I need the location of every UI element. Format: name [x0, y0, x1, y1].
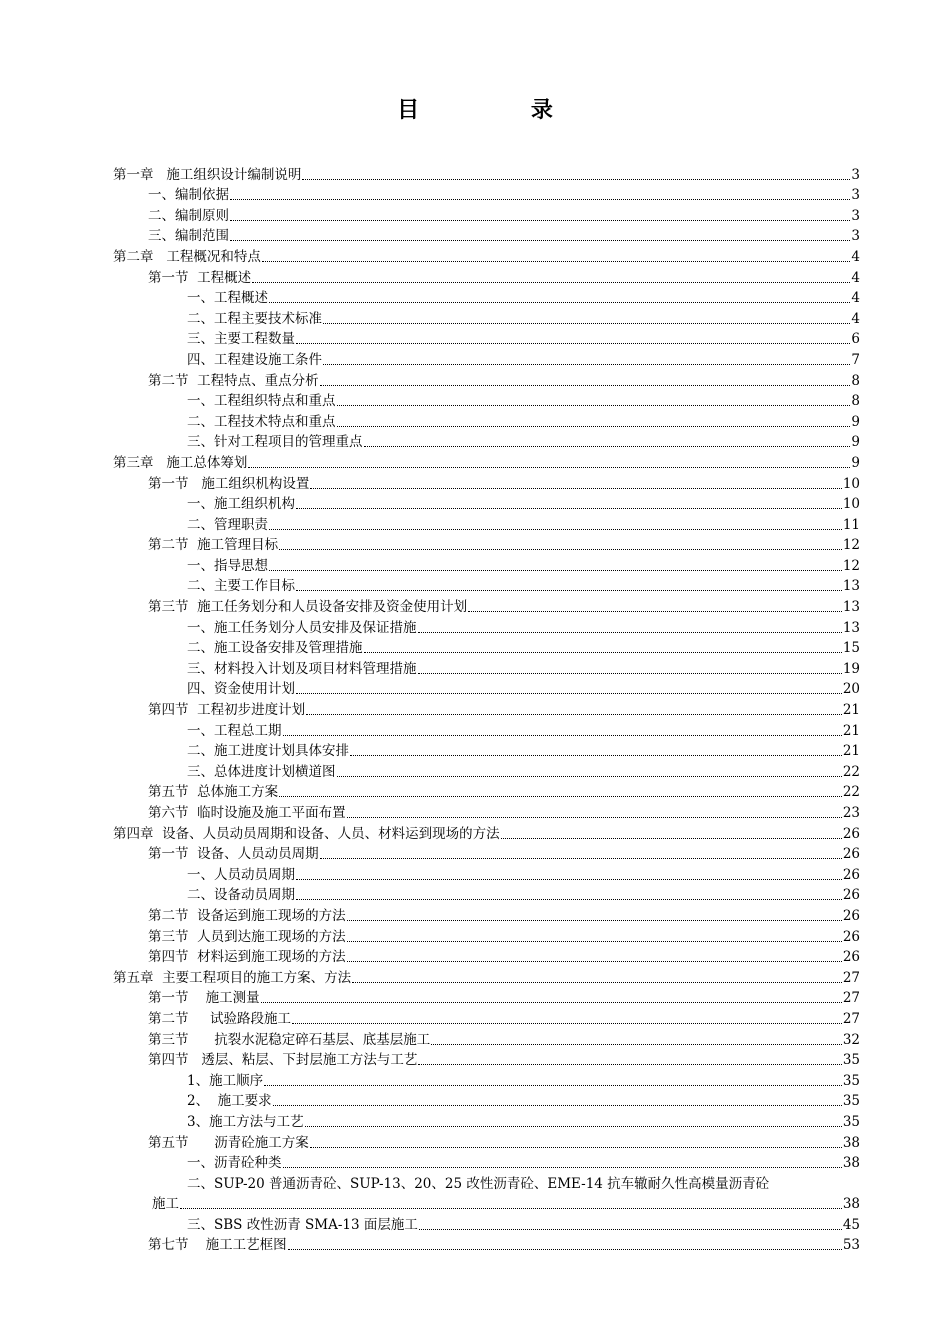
toc-entry[interactable]	[113, 328, 860, 349]
toc-entry-title: 二、编制原则	[148, 207, 229, 224]
toc-entry-title: 第三节 人员到达施工现场的方法	[148, 928, 346, 945]
toc-entry-title: 第五节 沥青砼施工方案	[148, 1134, 309, 1151]
toc-entry-title: 一、施工组织机构	[187, 496, 295, 513]
toc-entry-title: 第三节 施工任务划分和人员设备安排及资金使用计划	[148, 599, 468, 616]
toc-dot-leader	[418, 1054, 841, 1065]
toc-page-number: 15	[842, 640, 860, 657]
toc-page-number: 35	[842, 1113, 860, 1130]
toc-page-number: 38	[842, 1196, 860, 1213]
toc-entry-title: 第一节 工程概述	[148, 269, 252, 286]
toc-page-number: 13	[842, 599, 860, 616]
toc-entry-title: 第五章 主要工程项目的施工方案、方法	[113, 969, 352, 986]
toc-entry-title: 第四节 工程初步进度计划	[148, 702, 306, 719]
toc-dot-leader	[180, 1198, 842, 1209]
toc-entry[interactable]	[113, 925, 860, 946]
toc-entry[interactable]	[113, 678, 860, 699]
toc-page-number: 26	[842, 949, 860, 966]
toc-entry-title: 第一节 施工测量	[148, 990, 260, 1007]
toc-dot-leader	[323, 354, 850, 365]
toc-dot-leader	[269, 560, 842, 571]
toc-page-number: 26	[842, 928, 860, 945]
toc-dot-leader	[288, 1239, 842, 1250]
toc-page-number: 26	[842, 887, 860, 904]
toc-entry-title: 三、主要工程数量	[187, 331, 295, 348]
toc-entry[interactable]	[113, 822, 860, 843]
toc-entry[interactable]	[113, 451, 860, 472]
toc-entry-title: 三、总体进度计划横道图	[187, 763, 336, 780]
toc-dot-leader	[273, 1095, 842, 1106]
toc-dot-leader	[296, 498, 842, 509]
toc-dot-leader	[283, 725, 842, 736]
toc-entry-title: 二、施工设备安排及管理措施	[187, 640, 363, 657]
toc-entry-title: 第一章 施工组织设计编制说明	[113, 166, 302, 183]
toc-page-number: 3	[851, 207, 860, 224]
toc-page-number: 35	[842, 1072, 860, 1089]
toc-entry[interactable]	[113, 1110, 860, 1131]
toc-page-number: 9	[851, 454, 860, 471]
toc-entry[interactable]	[113, 595, 860, 616]
toc-page-number: 26	[842, 866, 860, 883]
toc-dot-leader	[501, 828, 842, 839]
toc-page-number: 45	[842, 1216, 860, 1233]
toc-page-number: 26	[842, 846, 860, 863]
toc-entry-title: 一、工程概述	[187, 290, 268, 307]
toc-dot-leader	[230, 210, 850, 221]
toc-entry-title: 第二章 工程概况和特点	[113, 248, 261, 265]
toc-dot-leader	[283, 1157, 842, 1168]
toc-page-number: 21	[842, 743, 860, 760]
toc-entry[interactable]	[113, 390, 860, 411]
toc-entry-title: 二、工程技术特点和重点	[187, 413, 336, 430]
toc-entry[interactable]	[113, 493, 860, 514]
toc-entry[interactable]	[113, 966, 860, 987]
toc-entry-title: 第三节 抗裂水泥稳定碎石基层、底基层施工	[148, 1031, 431, 1048]
toc-entry-title: 二、管理职责	[187, 516, 268, 533]
toc-page-number: 35	[842, 1052, 860, 1069]
toc-entry[interactable]	[113, 637, 860, 658]
toc-dot-leader	[296, 580, 842, 591]
toc-entry[interactable]	[113, 843, 860, 864]
toc-entry-title: 第二节 试验路段施工	[148, 1010, 291, 1027]
toc-dot-leader	[296, 869, 842, 880]
toc-entry[interactable]	[113, 575, 860, 596]
toc-page-number: 38	[842, 1134, 860, 1151]
toc-dot-leader	[310, 478, 841, 489]
toc-page-number: 11	[842, 516, 860, 533]
toc-entry-title: 二、SUP-20 普通沥青砼、SUP-13、20、25 改性沥青砼、EME-14 抗车辙耐久性高模量沥青砼	[187, 1175, 770, 1192]
toc-dot-leader	[364, 436, 851, 447]
toc-entry[interactable]	[113, 1172, 860, 1193]
toc-entry-title: 第五节 总体施工方案	[148, 784, 279, 801]
toc-dot-leader	[347, 910, 842, 921]
toc-entry[interactable]	[113, 1069, 860, 1090]
toc-entry[interactable]	[113, 1007, 860, 1028]
toc-entry[interactable]	[113, 1213, 860, 1234]
toc-entry-title: 四、资金使用计划	[187, 681, 295, 698]
toc-entry-title: 二、设备动员周期	[187, 887, 295, 904]
toc-entry-title: 第六节 临时设施及施工平面布置	[148, 805, 346, 821]
toc-entry-title: 二、主要工作目标	[187, 578, 295, 595]
toc-entry[interactable]	[113, 801, 860, 822]
toc-dot-leader	[230, 230, 850, 241]
toc-dot-leader	[323, 313, 850, 324]
toc-page-number: 6	[851, 331, 860, 348]
table-of-contents	[113, 163, 860, 1254]
toc-entry[interactable]	[113, 781, 860, 802]
toc-entry-title: 四、工程建设施工条件	[187, 351, 322, 368]
toc-entry-title: 第四章 设备、人员动员周期和设备、人员、材料运到现场的方法	[113, 825, 500, 842]
toc-page-number: 9	[851, 434, 860, 451]
toc-dot-leader	[337, 395, 851, 406]
toc-entry[interactable]	[113, 410, 860, 431]
toc-entry[interactable]	[113, 1049, 860, 1070]
toc-dot-leader	[418, 622, 842, 633]
toc-entry[interactable]	[113, 163, 860, 184]
toc-entry[interactable]	[113, 513, 860, 534]
toc-page-number: 26	[842, 825, 860, 842]
toc-page-number: 10	[842, 496, 860, 513]
toc-dot-leader	[296, 889, 842, 900]
toc-entry[interactable]	[113, 266, 860, 287]
toc-dot-leader	[418, 663, 842, 674]
toc-entry[interactable]	[113, 287, 860, 308]
toc-dot-leader	[320, 375, 851, 386]
toc-page-number: 22	[842, 763, 860, 780]
toc-entry-title: 三、材料投入计划及项目材料管理措施	[187, 660, 417, 677]
toc-dot-leader	[431, 1034, 842, 1045]
toc-page-number: 10	[842, 475, 860, 492]
toc-dot-leader	[269, 292, 850, 303]
toc-entry-title: 第二节 设备运到施工现场的方法	[148, 907, 346, 924]
toc-dot-leader	[347, 931, 842, 942]
toc-entry[interactable]	[113, 1152, 860, 1173]
toc-entry-title: 二、施工进度计划具体安排	[187, 743, 349, 760]
toc-page-number: 53	[842, 1237, 860, 1254]
toc-entry[interactable]	[113, 225, 860, 246]
toc-page-number: 27	[842, 990, 860, 1007]
toc-entry-title: 一、沥青砼种类	[187, 1155, 282, 1172]
toc-entry-title: 第三章 施工总体筹划	[113, 454, 248, 471]
toc-entry-title: 3、施工方法与工艺	[187, 1113, 304, 1130]
toc-page-number: 27	[842, 1010, 860, 1027]
toc-page-number: 22	[842, 784, 860, 801]
toc-dot-leader	[320, 848, 842, 859]
toc-page-number: 13	[842, 619, 860, 636]
toc-entry[interactable]	[113, 245, 860, 266]
toc-entry-title: 第二节 工程特点、重点分析	[148, 372, 319, 389]
toc-dot-leader	[347, 951, 842, 962]
toc-page-number: 38	[842, 1155, 860, 1172]
toc-entry[interactable]	[113, 863, 860, 884]
toc-entry-title: 三、编制范围	[148, 228, 229, 245]
toc-entry-title: 1、施工顺序	[187, 1072, 264, 1089]
toc-entry-title: 第七节 施工工艺框图	[148, 1237, 287, 1254]
toc-dot-leader	[306, 704, 842, 715]
toc-entry[interactable]	[113, 204, 860, 225]
toc-entry[interactable]	[113, 369, 860, 390]
toc-page-number: 23	[842, 805, 860, 821]
toc-entry-title: 施工	[152, 1196, 179, 1213]
toc-dot-leader	[292, 1013, 842, 1024]
toc-entry-title: 一、工程组织特点和重点	[187, 393, 336, 410]
toc-dot-leader	[252, 272, 850, 283]
toc-entry[interactable]	[113, 307, 860, 328]
toc-dot-leader	[337, 416, 851, 427]
toc-dot-leader	[262, 251, 851, 262]
toc-page-number: 9	[851, 413, 860, 430]
toc-dot-leader	[305, 1116, 842, 1127]
toc-dot-leader	[302, 169, 850, 180]
toc-dot-leader	[350, 745, 842, 756]
toc-page-number: 4	[851, 269, 860, 286]
toc-entry-title: 第四节 透层、粘层、下封层施工方法与工艺	[148, 1052, 418, 1069]
toc-dot-leader	[364, 642, 842, 653]
toc-entry-title: 第四节 材料运到施工现场的方法	[148, 949, 346, 966]
toc-page-number: 8	[851, 393, 860, 410]
toc-entry-title: 三、针对工程项目的管理重点	[187, 434, 363, 451]
toc-entry-title: 一、编制依据	[148, 187, 229, 204]
toc-entry[interactable]	[113, 184, 860, 205]
toc-entry[interactable]	[113, 698, 860, 719]
toc-page-number: 4	[851, 310, 860, 327]
toc-entry[interactable]	[113, 1131, 860, 1152]
toc-dot-leader	[419, 1219, 842, 1230]
toc-entry[interactable]	[113, 657, 860, 678]
toc-page-number: 4	[851, 248, 860, 265]
toc-page-number: 3	[851, 166, 860, 183]
toc-entry[interactable]	[113, 760, 860, 781]
toc-entry-title: 三、SBS 改性沥青 SMA-13 面层施工	[187, 1216, 418, 1233]
toc-entry[interactable]	[113, 987, 860, 1008]
toc-entry[interactable]	[113, 472, 860, 493]
toc-page-number: 12	[842, 557, 860, 574]
toc-page-number: 13	[842, 578, 860, 595]
toc-dot-leader	[347, 807, 842, 818]
toc-entry[interactable]	[113, 719, 860, 740]
toc-dot-leader	[296, 333, 850, 344]
toc-dot-leader	[248, 457, 850, 468]
toc-page-number: 27	[842, 969, 860, 986]
toc-page-number: 3	[851, 187, 860, 204]
toc-dot-leader	[279, 786, 842, 797]
toc-page-number: 7	[851, 351, 860, 368]
toc-dot-leader	[279, 539, 842, 550]
toc-page-number: 12	[842, 537, 860, 554]
toc-page-number: 21	[842, 722, 860, 739]
page-title: 目 录	[397, 97, 605, 123]
toc-dot-leader	[337, 766, 842, 777]
toc-entry[interactable]	[113, 904, 860, 925]
toc-page-number: 20	[842, 681, 860, 698]
toc-entry[interactable]	[113, 946, 860, 967]
toc-page-number: 32	[842, 1031, 860, 1048]
toc-entry[interactable]	[113, 616, 860, 637]
toc-page-number: 26	[842, 907, 860, 924]
toc-entry-title: 一、工程总工期	[187, 722, 282, 739]
toc-entry[interactable]	[113, 1090, 860, 1111]
toc-page-number: 35	[842, 1093, 860, 1110]
toc-entry-title: 第二节 施工管理目标	[148, 537, 279, 554]
toc-dot-leader	[230, 189, 850, 200]
toc-page-number: 3	[851, 228, 860, 245]
toc-page-number: 8	[851, 372, 860, 389]
toc-entry-title: 第一节 施工组织机构设置	[148, 475, 310, 492]
toc-dot-leader	[296, 683, 842, 694]
toc-dot-leader	[261, 992, 842, 1003]
toc-entry-title: 第一节 设备、人员动员周期	[148, 846, 319, 863]
toc-entry[interactable]	[113, 348, 860, 369]
toc-entry-title: 一、人员动员周期	[187, 866, 295, 883]
toc-entry[interactable]	[113, 740, 860, 761]
toc-dot-leader	[310, 1137, 842, 1148]
toc-page-number: 4	[851, 290, 860, 307]
toc-entry-title: 一、指导思想	[187, 557, 268, 574]
toc-entry[interactable]	[113, 1193, 860, 1214]
toc-entry[interactable]	[113, 1234, 860, 1255]
toc-entry[interactable]	[113, 1028, 860, 1049]
toc-page-number: 21	[842, 702, 860, 719]
toc-entry-title: 一、施工任务划分人员安排及保证措施	[187, 619, 417, 636]
toc-dot-leader	[468, 601, 842, 612]
toc-entry-title: 2、 施工要求	[187, 1093, 272, 1110]
toc-entry[interactable]	[113, 431, 860, 452]
toc-dot-leader	[264, 1075, 842, 1086]
toc-dot-leader	[269, 519, 842, 530]
toc-page-number: 19	[842, 660, 860, 677]
toc-dot-leader	[352, 972, 842, 983]
toc-entry[interactable]	[113, 534, 860, 555]
toc-entry[interactable]	[113, 554, 860, 575]
toc-entry[interactable]	[113, 884, 860, 905]
toc-entry-title: 二、工程主要技术标准	[187, 310, 322, 327]
